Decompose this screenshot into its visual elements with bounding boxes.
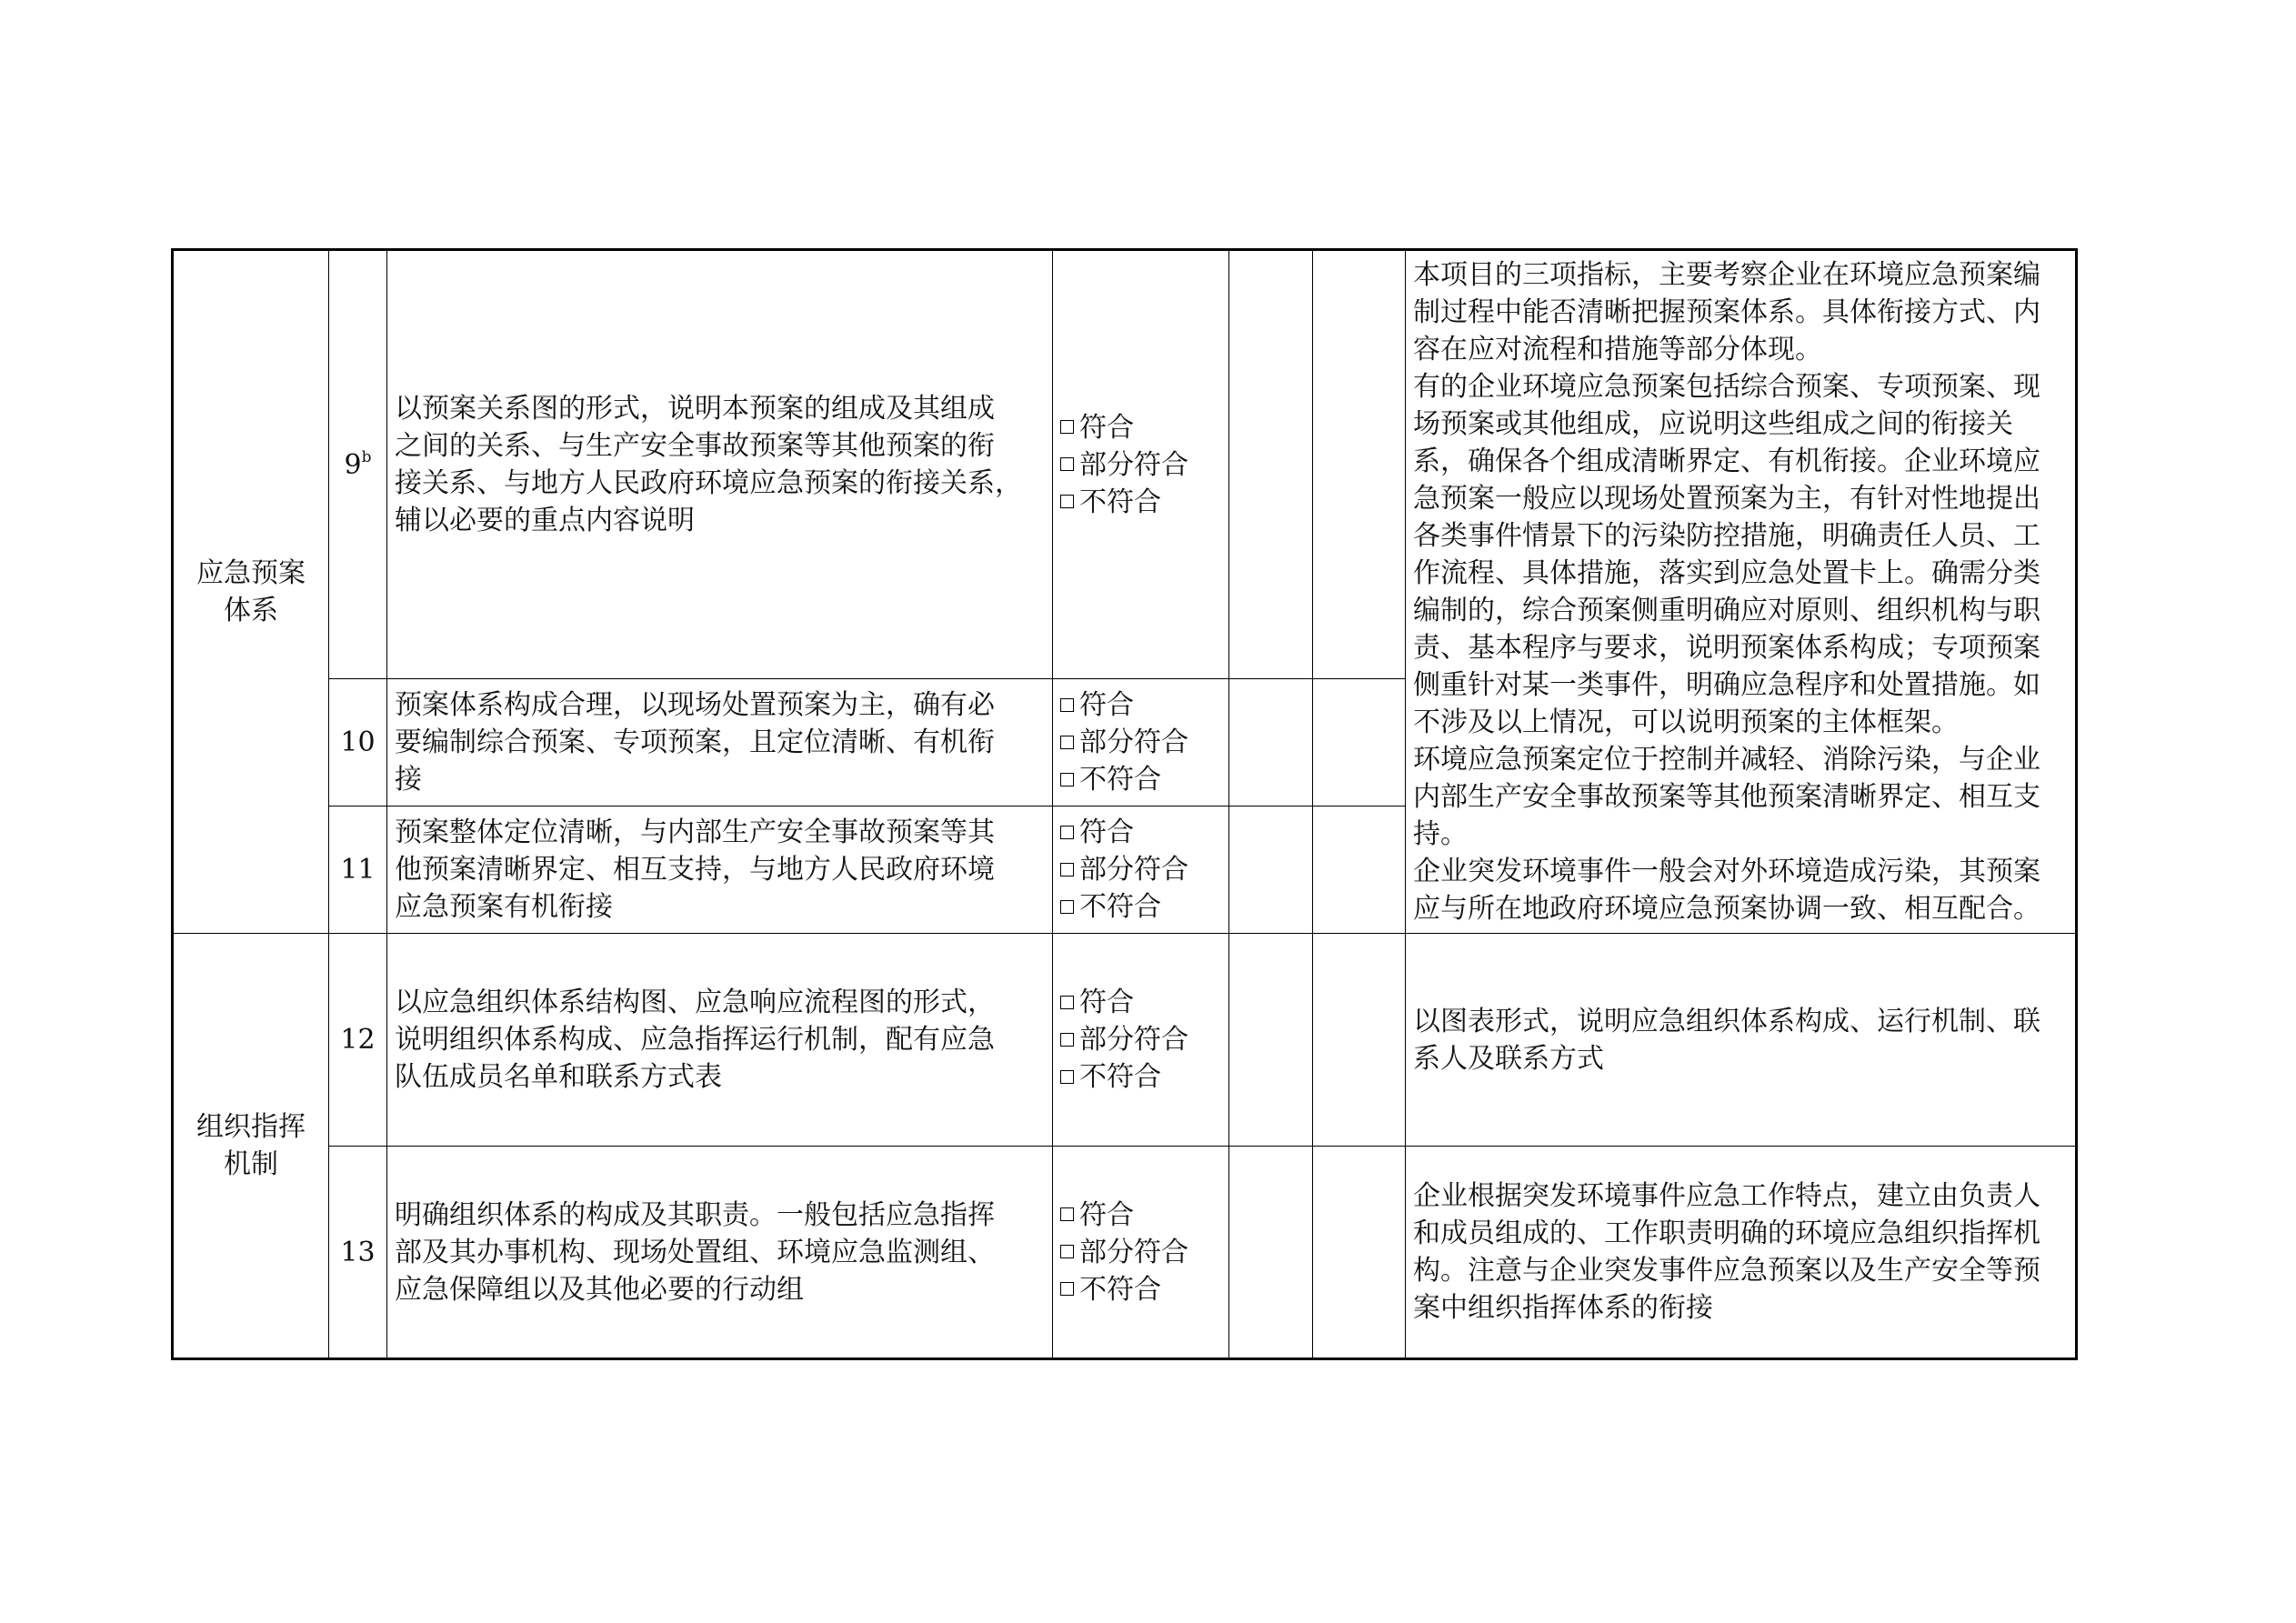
criterion-cell: 以应急组织体系结构图、应急响应流程图的形式， 说明组织体系构成、应急指挥运行机制，配有应急 队伍成员名单和联系方式表 [387,934,1053,1147]
checkbox-icon[interactable] [1060,863,1074,877]
checkbox-icon[interactable] [1060,736,1074,749]
assessment-options [1053,679,1229,806]
table-row [173,250,2077,679]
checkbox-icon[interactable] [1060,698,1074,712]
blank-cell [1313,934,1406,1147]
checkbox-icon[interactable] [1060,1282,1074,1296]
item-number: 12 [329,934,387,1147]
criterion-cell: 明确组织体系的构成及其职责。一般包括应急指挥 部及其办事机构、现场处置组、环境应急监测组、 应急保障组以及其他必要的行动组 [387,1147,1053,1359]
option-partial[interactable]: 部分符合 [1060,724,1221,761]
option-partial[interactable]: 部分符合 [1060,1021,1221,1058]
item-number: 9$^b$ [329,250,387,679]
item-number: 13 [329,1147,387,1359]
checkbox-icon[interactable] [1060,420,1074,434]
blank-cell [1229,1147,1313,1359]
option-partial[interactable]: 部分符合 [1060,1234,1221,1271]
assessment-options [1053,934,1229,1147]
criterion-cell: 预案体系构成合理，以现场处置预案为主，确有必 要编制综合预案、专项预案，且定位清晰、有机衔 接 [387,679,1053,806]
option-noncomply[interactable]: 不符合 [1060,1271,1221,1308]
explanation-cell: 企业根据突发环境事件应急工作特点，建立由负责人 和成员组成的、工作职责明确的环境应急组织指挥机 构。注意与企业突发事件应急预案以及生产安全等预 案中组织指挥体系的衔接 [1406,1147,2077,1359]
explanation-cell: 本项目的三项指标，主要考察企业在环境应急预案编 制过程中能否清晰把握预案体系。具体衔接方式、内 容在应对流程和措施等部分体现。 有的企业环境应急预案包括综合预案、专项预案、现 场预案或其他组成，应说明这些组成之间的衔接关 系，确保各个组成清晰界定、有机衔接。企业环境应 急预案一般应以现场处置预案为主，有针对性地提出 各类事件情景下的污染防控措施，明确责任人员、工 作流程、具体措施，落实到应急处置卡上。确需分类 编制的，综合预案侧重明确应对原则、组织机构与职 责、基本程序与要求，说明预案体系构成；专项预案 侧重针对某一类事件，明确应急程序和处置措施。如 不涉及以上情况，可以说明预案的主体框架。 环境应急预案定位于控制并减轻、消除污染，与企业 内部生产安全事故预案等其他预案清晰界定、相互支 持。 企业突发环境事件一般会对外环境造成污染，其预案 应与所在地政府环境应急预案协调一致、相互配合。 [1406,250,2077,934]
option-comply[interactable]: 符合 [1060,984,1221,1021]
checkbox-icon[interactable] [1060,1033,1074,1047]
category-label: 机制 [224,1148,278,1180]
blank-cell [1229,679,1313,806]
option-comply[interactable]: 符合 [1060,1197,1221,1234]
assessment-options [1053,250,1229,679]
category-cell [173,934,329,1359]
assessment-options [1053,1147,1229,1359]
item-number: 10 [329,679,387,806]
blank-cell [1313,679,1406,806]
option-comply[interactable]: 符合 [1060,409,1221,446]
criterion-cell: 以预案关系图的形式，说明本预案的组成及其组成 之间的关系、与生产安全事故预案等其他预案的衔 接关系、与地方人民政府环境应急预案的衔接关系， 辅以必要的重点内容说明 [387,250,1053,679]
category-cell [173,250,329,934]
option-noncomply[interactable]: 不符合 [1060,1058,1221,1096]
blank-cell [1313,1147,1406,1359]
explanation-cell: 以图表形式，说明应急组织体系构成、运行机制、联 系人及联系方式 [1406,934,2077,1147]
option-comply[interactable]: 符合 [1060,686,1221,724]
checkbox-icon[interactable] [1060,773,1074,786]
checkbox-icon[interactable] [1060,495,1074,508]
blank-cell [1229,806,1313,934]
item-number: 11 [329,806,387,934]
category-label: 应急预案 [196,557,306,589]
option-partial[interactable]: 部分符合 [1060,446,1221,484]
checkbox-icon[interactable] [1060,1207,1074,1221]
option-noncomply[interactable]: 不符合 [1060,484,1221,521]
option-noncomply[interactable]: 不符合 [1060,761,1221,798]
checkbox-icon[interactable] [1060,1070,1074,1084]
review-table [171,248,2078,1360]
checkbox-icon[interactable] [1060,826,1074,839]
blank-cell [1229,934,1313,1147]
table-row [173,934,2077,1147]
option-noncomply[interactable]: 不符合 [1060,888,1221,926]
criterion-cell: 预案整体定位清晰，与内部生产安全事故预案等其 他预案清晰界定、相互支持，与地方人民政府环境 应急预案有机衔接 [387,806,1053,934]
blank-cell [1229,250,1313,679]
option-partial[interactable]: 部分符合 [1060,851,1221,888]
option-comply[interactable]: 符合 [1060,814,1221,851]
checkbox-icon[interactable] [1060,900,1074,914]
category-label: 组织指挥 [196,1111,306,1143]
table-row [173,1147,2077,1359]
blank-cell [1313,806,1406,934]
assessment-options [1053,806,1229,934]
checkbox-icon[interactable] [1060,1245,1074,1258]
checkbox-icon[interactable] [1060,996,1074,1009]
footnote-marker: b [361,447,372,466]
blank-cell [1313,250,1406,679]
checkbox-icon[interactable] [1060,457,1074,471]
category-label: 体系 [224,595,278,626]
